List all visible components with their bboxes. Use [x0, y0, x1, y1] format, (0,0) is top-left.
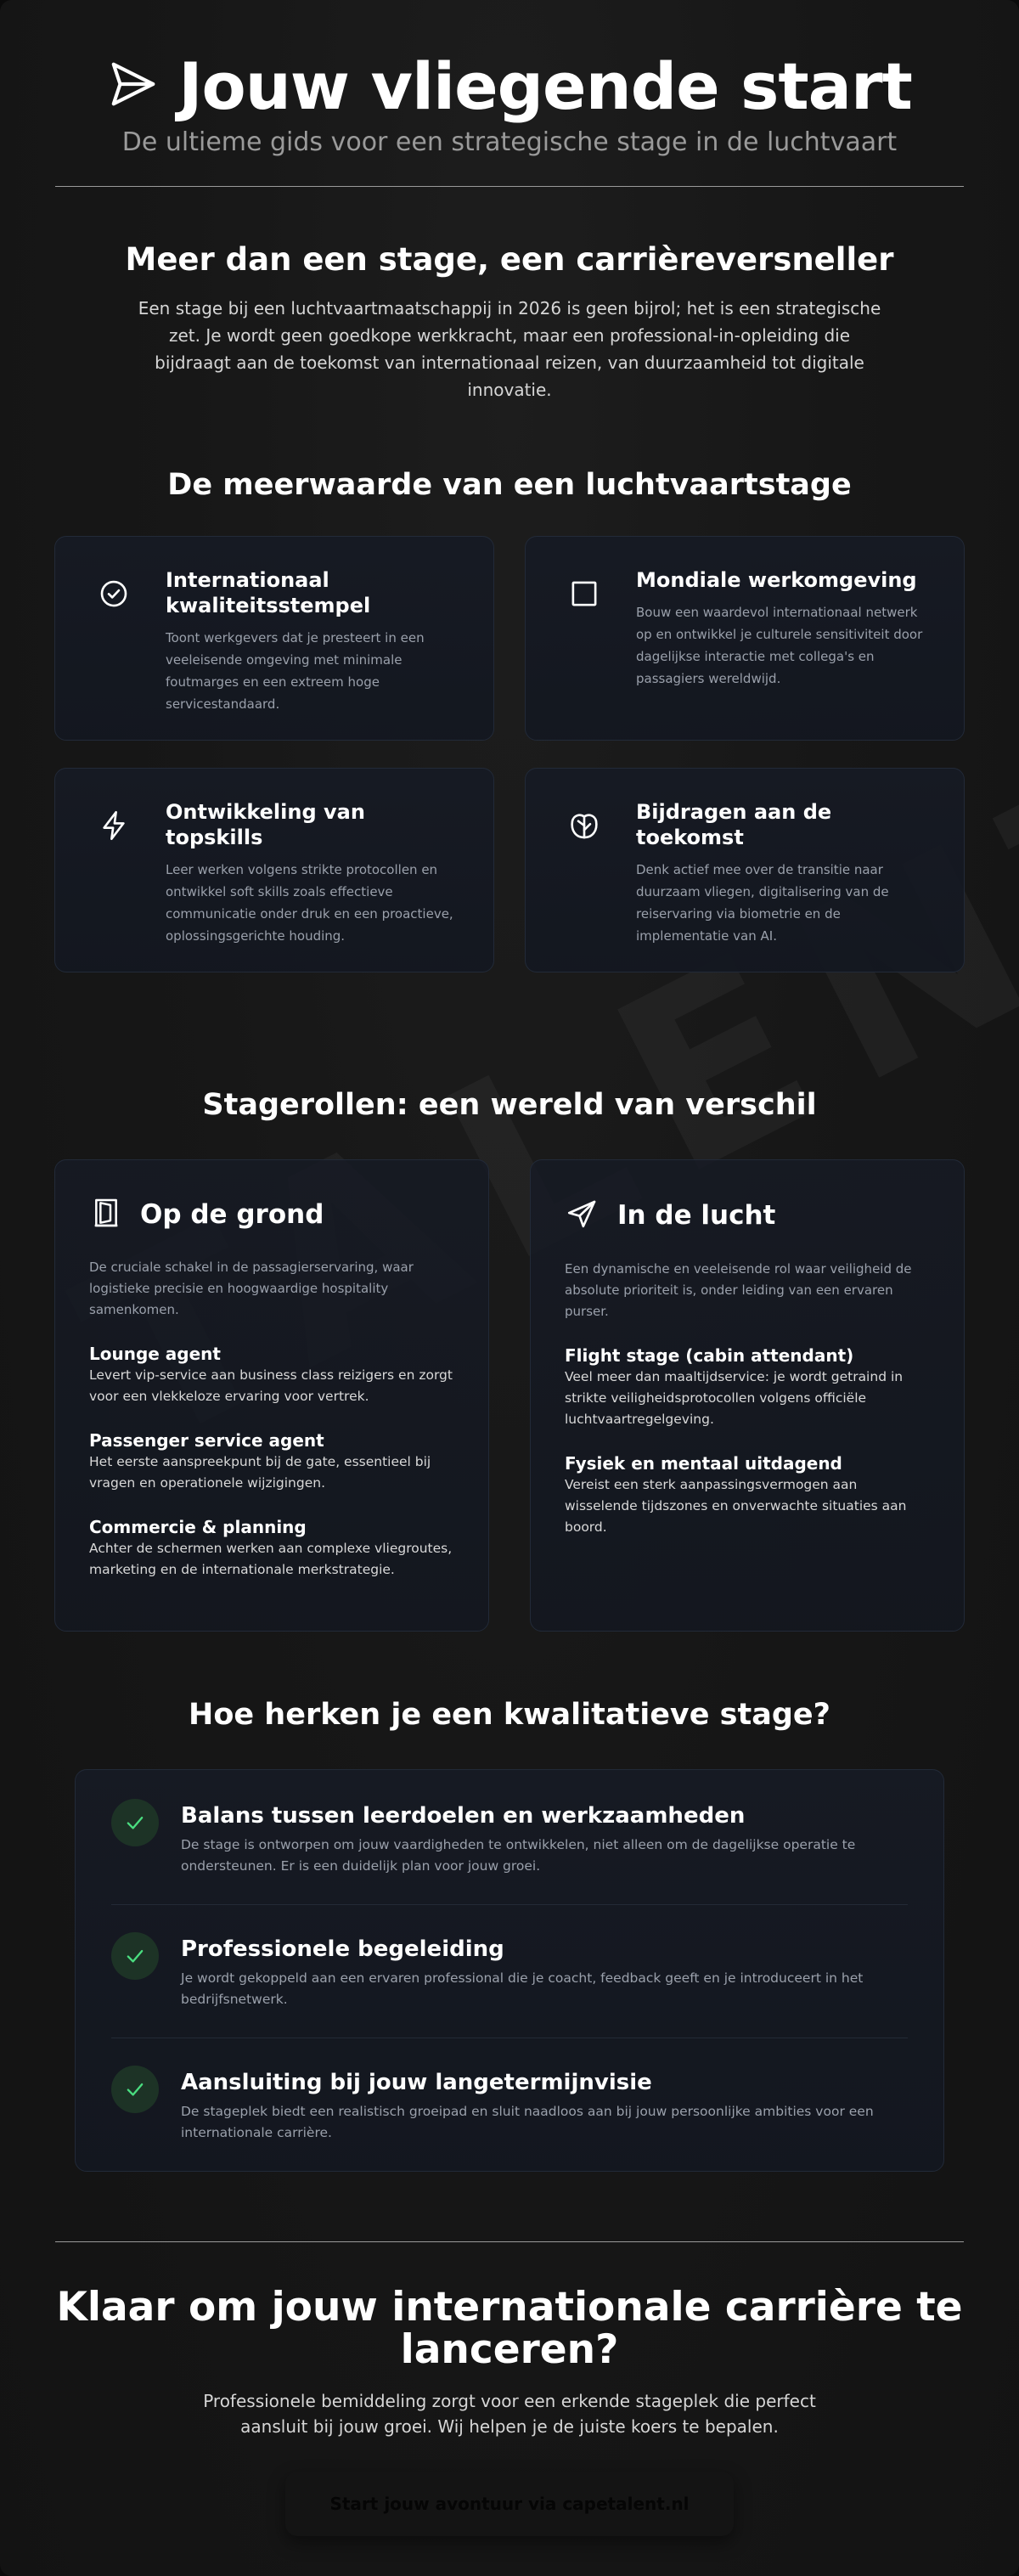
- quality-item-title: Balans tussen leerdoelen en werkzaamheden: [181, 1803, 746, 1829]
- paper-plane-icon: [565, 1196, 600, 1235]
- quality-title: Hoe herken je een kwalitatieve stage?: [189, 1698, 830, 1732]
- check-circle-icon: [96, 576, 132, 612]
- lightning-icon: [96, 808, 132, 843]
- roles-grid: [54, 1159, 965, 1632]
- role-card-title: Op de grond: [140, 1199, 324, 1230]
- benefit-card-text: Leer werken volgens strikte protocollen en ontwikkel soft skills zoals effectieve communicatie onder druk en een proactieve, oplossingsgerichte houding.: [166, 862, 453, 944]
- quality-item-text: Je wordt gekoppeld aan een ervaren professional die je coacht, feedback geeft en je introduceert in het bedrijfsnetwerk.: [181, 1970, 864, 2007]
- leaf-icon: [566, 808, 602, 843]
- role-item-title: Commercie & planning: [89, 1517, 307, 1537]
- role-card-description: De cruciale schakel in de passagierservaring, waar logistieke precisie en hoogwaardige hospitality samenkomen.: [89, 1260, 414, 1317]
- role-item-text: Vereist een sterk aanpassingsvermogen aan wisselende tijdszones en onverwachte situaties aan boord.: [565, 1477, 907, 1535]
- quality-item: [111, 2038, 908, 2144]
- role-card-description: Een dynamische en veeleisende rol waar veiligheid de absolute prioriteit is, onder leiding van een ervaren purser.: [565, 1261, 912, 1319]
- quality-list: [75, 1769, 944, 2172]
- quality-item-body: [181, 2066, 908, 2144]
- benefits-title: De meerwaarde van een luchtvaartstage: [167, 468, 852, 502]
- window-square-icon: [566, 576, 602, 612]
- role-item-title: Lounge agent: [89, 1344, 221, 1364]
- check-icon: [111, 1799, 159, 1846]
- role-card-header: [89, 1196, 454, 1233]
- role-card-air: [530, 1159, 965, 1632]
- benefit-card-text: Bouw een waardevol internationaal netwerk op en ontwikkel je culturele sensitiviteit door dagelijkse interactie met collega's en passagiers wereldwijd.: [636, 605, 923, 686]
- check-icon: [111, 1932, 159, 1980]
- roles-title: Stagerollen: een wereld van verschil: [202, 1088, 817, 1122]
- intro-section: [0, 187, 1019, 403]
- quality-item-body: [181, 1932, 908, 2010]
- benefit-card-body: [166, 567, 459, 714]
- benefit-card-title: Internationaal kwaliteitsstempel: [166, 568, 371, 617]
- benefit-card-body: [636, 799, 930, 946]
- role-item: [565, 1344, 930, 1430]
- quality-item-title: Professionele begeleiding: [181, 1936, 504, 1962]
- role-item-title: Flight stage (cabin attendant): [565, 1345, 854, 1366]
- role-card-header: [565, 1196, 930, 1235]
- page-title: Jouw vliegende start: [178, 48, 912, 124]
- quality-item: [111, 1904, 908, 2010]
- role-item: [89, 1429, 454, 1494]
- hero-header: [0, 0, 1019, 187]
- role-item: [89, 1516, 454, 1581]
- benefits-section: [0, 403, 1019, 972]
- benefit-card-title: Ontwikkeling van topskills: [166, 800, 365, 849]
- check-icon: [111, 2066, 159, 2113]
- benefit-card: [525, 536, 965, 741]
- intro-title: Meer dan een stage, een carrièreversneller: [125, 241, 894, 278]
- role-item-title: Passenger service agent: [89, 1430, 324, 1451]
- hero-title-row: [0, 0, 1019, 127]
- role-item-title: Fysiek en mentaal uitdagend: [565, 1453, 842, 1474]
- benefit-card-text: Denk actief mee over de transitie naar duurzaam vliegen, digitalisering van de reiservaring via biometrie en de implementatie van AI.: [636, 862, 889, 944]
- page-subtitle: De ultieme gids voor een strategische stage in de luchtvaart: [121, 127, 898, 157]
- role-item-text: Levert vip-service aan business class reizigers en zorgt voor een vlekkeloze ervaring voor vertrek.: [89, 1367, 453, 1404]
- benefits-grid: [54, 536, 965, 972]
- role-item-text: Achter de schermen werken aan complexe vliegroutes, marketing en de internationale merkstrategie.: [89, 1541, 453, 1577]
- roles-section: [0, 972, 1019, 1632]
- benefit-card: [525, 768, 965, 972]
- benefit-card-text: Toont werkgevers dat je presteert in een veeleisende omgeving met minimale foutmarges en een extreem hoge servicestandaard.: [166, 630, 425, 712]
- benefit-card-body: [636, 567, 930, 714]
- cta-title: Klaar om jouw internationale carrière te lanceren?: [56, 2284, 963, 2373]
- intro-text: Een stage bij een luchtvaartmaatschappij in 2026 is geen bijrol; het is een strategische zet. Je wordt geen goedkope werkkracht, maar een professional-in-opleiding die bijdraagt aan de toekomst van internationaal reizen, van duurzaamheid tot digitale innovatie.: [138, 298, 881, 400]
- benefit-card-title: Bijdragen aan de toekomst: [636, 800, 832, 849]
- paper-plane-icon: [107, 58, 160, 114]
- role-item-text: Veel meer dan maaltijdservice: je wordt getraind in strikte veiligheidsprotocollen volgens officiële luchtvaartregelgeving.: [565, 1369, 904, 1427]
- quality-item: [111, 1799, 908, 1877]
- quality-item-text: De stage is ontworpen om jouw vaardigheden te ontwikkelen, niet alleen om de dagelijkse operatie te ondersteunen. Er is een duidelijk plan voor jouw groei.: [181, 1837, 856, 1874]
- benefit-card-body: [166, 799, 459, 946]
- quality-item-title: Aansluiting bij jouw langetermijnvisie: [181, 2070, 652, 2095]
- role-item-text: Het eerste aanspreekpunt bij de gate, essentieel bij vragen en operationele wijzigingen.: [89, 1454, 431, 1491]
- door-icon: [89, 1196, 123, 1233]
- cta-button[interactable]: Start jouw avontuur via capetalent.nl: [285, 2472, 734, 2536]
- quality-section: [0, 1632, 1019, 2172]
- role-card-ground: [54, 1159, 489, 1632]
- role-item: [565, 1452, 930, 1538]
- quality-item-body: [181, 1799, 908, 1877]
- quality-item-text: De stageplek biedt een realistisch groeipad en sluit naadloos aan bij jouw persoonlijke ambities voor een internationale carrière.: [181, 2104, 874, 2140]
- benefit-card: [54, 768, 494, 972]
- cta-section: [0, 2242, 1019, 2536]
- cta-text: Professionele bemiddeling zorgt voor een erkende stageplek die perfect aansluit bij jouw groei. Wij helpen je de juiste koers te bepalen.: [203, 2391, 816, 2437]
- role-card-title: In de lucht: [617, 1200, 776, 1231]
- benefit-card: [54, 536, 494, 741]
- role-item: [89, 1343, 454, 1407]
- benefit-card-title: Mondiale werkomgeving: [636, 568, 917, 592]
